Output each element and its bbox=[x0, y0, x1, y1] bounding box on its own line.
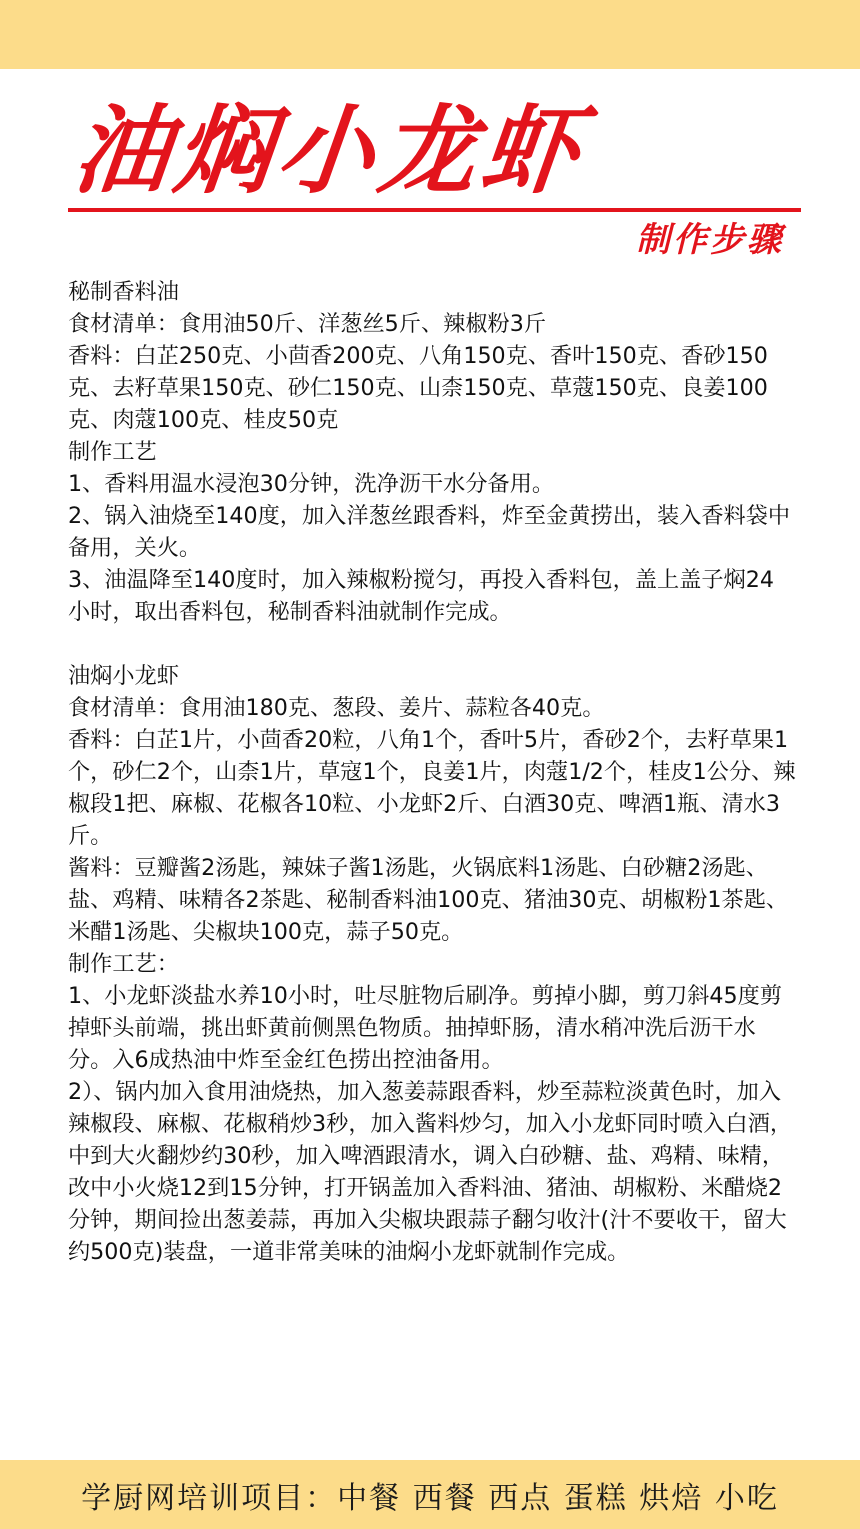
step-item: 3、油温降至140度时，加入辣椒粉搅匀，再投入香料包，盖上盖子焖24小时，取出香料包，秘制香料油就制作完成。 bbox=[68, 567, 774, 625]
ingredients-list: 食材清单：食用油180克、葱段、姜片、蒜粒各40克。 bbox=[68, 695, 605, 721]
section-spacer bbox=[68, 628, 796, 660]
top-banner bbox=[0, 0, 860, 69]
step-item: 1、香料用温水浸泡30分钟，洗净沥干水分备用。 bbox=[68, 471, 555, 497]
process-heading: 制作工艺： bbox=[68, 951, 179, 977]
spices-list: 香料：白芷1片，小茴香20粒，八角1个，香叶5片，香砂2个，去籽草果1个，砂仁2个，山柰1片，草寇1个，良姜1片，肉蔻1/2个，桂皮1公分、辣椒段1把、麻椒、花椒各10粒、小龙虾2斤、白酒30克、啤酒1瓶、清水3斤。 bbox=[68, 727, 796, 849]
spices-list: 香料：白芷250克、小茴香200克、八角150克、香叶150克、香砂150克、去籽草果150克、砂仁150克、山柰150克、草蔻150克、良姜100克、肉蔻100克、桂皮50克 bbox=[68, 343, 768, 433]
step-item: 1、小龙虾淡盐水养10小时，吐尽脏物后刷净。剪掉小脚，剪刀斜45度剪掉虾头前端，挑出虾黄前侧黑色物质。抽掉虾肠，清水稍冲洗后沥干水分。入6成热油中炸至金红色捞出控油备用。 bbox=[68, 983, 783, 1073]
title-divider bbox=[68, 208, 801, 212]
step-item: 2、锅入油烧至140度，加入洋葱丝跟香料，炸至金黄捞出，装入香料袋中备用，关火。 bbox=[68, 503, 791, 561]
process-heading: 制作工艺 bbox=[68, 439, 157, 465]
recipe-content bbox=[68, 276, 796, 1268]
sauces-list: 酱料：豆瓣酱2汤匙，辣妹子酱1汤匙，火锅底料1汤匙、白砂糖2汤匙、盐、鸡精、味精各2茶匙、秘制香料油100克、猪油30克、胡椒粉1茶匙、米醋1汤匙、尖椒块100克，蒜子50克。 bbox=[68, 855, 789, 945]
section-heading-crayfish: 油焖小龙虾 bbox=[68, 663, 179, 689]
page-subtitle: 制作步骤 bbox=[636, 220, 784, 260]
ingredients-list: 食材清单：食用油50斤、洋葱丝5斤、辣椒粉3斤 bbox=[68, 311, 547, 337]
footer-banner bbox=[0, 1460, 860, 1529]
footer-text: 学厨网培训项目：中餐 西餐 西点 蛋糕 烘焙 小吃 bbox=[81, 1480, 779, 1516]
page-title: 油焖小龙虾 bbox=[67, 95, 590, 207]
step-item: 2）、锅内加入食用油烧热，加入葱姜蒜跟香料，炒至蒜粒淡黄色时，加入辣椒段、麻椒、花椒稍炒3秒，加入酱料炒匀，加入小龙虾同时喷入白酒，中到大火翻炒约30秒，加入啤酒跟清水，调入白砂糖、盐、鸡精、味精，改中小火烧12到15分钟，打开锅盖加入香料油、猪油、胡椒粉、米醋烧2分钟，期间捡出葱姜蒜，再加入尖椒块跟蒜子翻匀收汁(汁不要收干，留大约500克)装盘，一道非常美味的油焖小龙虾就制作完成。 bbox=[68, 1079, 793, 1265]
section-heading-spice-oil: 秘制香料油 bbox=[68, 279, 179, 305]
